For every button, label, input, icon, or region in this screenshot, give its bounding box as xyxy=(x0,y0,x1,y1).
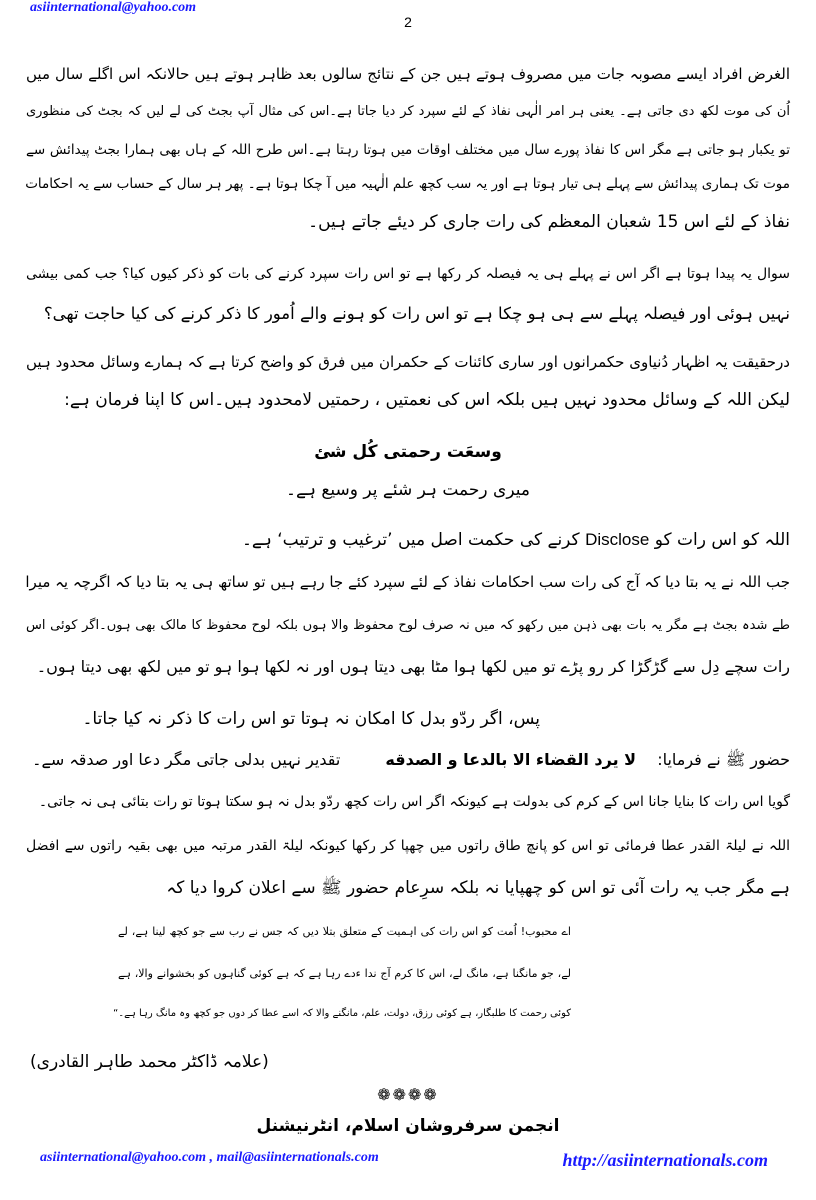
hadith-translation: تقدیر نہیں بدلی جاتی مگر دعا اور صدقہ سے۔ xyxy=(32,750,341,769)
header-email-link[interactable]: asiinternational@yahoo.com xyxy=(30,0,197,15)
paragraph-2-line: سوال یہ پیدا ہوتا ہے اگر اس نے پہلے ہی یہ فیصلہ کر رکھا ہے تو اس رات سپرد کرنے کی بات کو ذکر کیوں کیا؟ جب کمی بیشی xyxy=(26,266,790,282)
quote-line: کوئی رحمت کا طلبگار، ہے کوئی رزق، دولت، علم، مانگنے والا کہ اسے عطا کر دوں جو کچھ وہ مانگ رہا ہے۔“ xyxy=(113,1008,571,1019)
footer-website-link[interactable]: http://asiinternationals.com xyxy=(562,1150,768,1170)
paragraph-1-line: موت تک ہماری پیدائش سے پہلے ہی تیار ہوتا ہے اور یہ سب کچھ علم الٰہیہ میں آ چکا ہوتا ہے۔ پھر ہر سال کے حساب سے یہ احکامات xyxy=(25,176,790,192)
paragraph-3-line: لیکن اللہ کے وسائل محدود نہیں ہیں بلکہ اس کی نعمتیں ، رحمتیں لامحدود ہیں۔اس کا اپنا فرمان ہے: xyxy=(64,390,790,410)
paragraph-1-line: نفاذ کے لئے اس 15 شعبان المعظم کی رات جاری کر دیئے جاتے ہیں۔ xyxy=(308,212,790,232)
page-number: 2 xyxy=(404,14,412,30)
paragraph-5-line: طے شدہ بجٹ ہے مگر یہ بات بھی ذہن میں رکھو کہ میں نہ صرف لوح محفوظ والا ہوں بلکہ لوح محفوظ کا مالک بھی ہوں۔اگر کوئی اس xyxy=(26,618,790,633)
paragraph-4-text: اللہ کو اس رات کو xyxy=(654,530,790,550)
paragraph-3-line: درحقیقت یہ اظہار دُنیاوی حکمرانوں اور ساری کائنات کے حکمران میں فرق کو واضح کرتا ہے کہ ہمارے وسائل محدود ہیں xyxy=(26,353,790,371)
paragraph-2-line: نہیں ہوئی اور فیصلہ پہلے سے ہی ہو چکا ہے تو اس رات کو ہونے والے اُمور کا ذکر کرنے کی کیا حاجت تھی؟ xyxy=(43,304,790,323)
paragraph-4 xyxy=(26,528,790,552)
hadith-intro: حضور ﷺ نے فرمایا: xyxy=(657,750,790,769)
paragraph-5-line: رات سچے دِل سے گڑگڑا کر رو پڑے تو میں لکھا ہوا مٹا بھی دیتا ہوں اور نہ لکھا ہوا ہو تو میں لکھ بھی دیتا ہوں۔ xyxy=(36,657,790,676)
paragraph-4-text: کرنے کی حکمت اصل میں ’ترغیب و ترتیب‘ ہے۔ xyxy=(241,530,580,550)
paragraph-8: گویا اس رات کا بنایا جانا اس کے کرم کی بدولت ہے کیونکہ اگر اس رات کچھ ردّو بدل نہ ہو سکتا ہوتا تو رات بتائی ہی نہ جاتی۔ xyxy=(38,794,790,810)
paragraph-7 xyxy=(26,748,790,772)
attribution: (علامہ ڈاکٹر محمد طاہر القادری) xyxy=(30,1052,269,1072)
paragraph-9-line: اللہ نے لیلۃ القدر عطا فرمائی تو اس کو پانچ طاق راتوں میں چھپا کر رکھا کیونکہ لیلۃ القدر مرتبہ میں بھی بقیہ راتوں سے افضل xyxy=(26,838,790,854)
paragraph-5-line: جب اللہ نے یہ بتا دیا کہ آج کی رات سب احکامات نفاذ کے لئے سپرد کئے جا رہے ہیں تو ساتھ ہی یہ بتا دیا کہ اگرچہ یہ میرا xyxy=(25,573,790,591)
quote-line: لے، جو مانگنا ہے، مانگ لے، اس کا کرم آج ندا ءدے رہا ہے کہ ہے کوئی گناہوں کو بخشوانے والا، ہے xyxy=(118,967,571,980)
verse-translation: میری رحمت ہر شئے پر وسیع ہے۔ xyxy=(286,480,530,500)
paragraph-9-line: ہے مگر جب یہ رات آئی تو اس کو چھپایا نہ بلکہ سرِعام حضور ﷺ سے اعلان کروا دیا کہ xyxy=(166,878,790,898)
paragraph-1-line: تو یکبار ہو جاتی ہے مگر اس کا نفاذ پورے سال میں مختلف اوقات میں ہوتا رہتا ہے۔اس طرح اللہ کے ہاں بھی ہمارا بجٹ پیدائش سے xyxy=(26,142,790,158)
verse-arabic: وسعَت رحمتی کُل شئ xyxy=(314,442,502,462)
paragraph-4-english-word: Disclose xyxy=(585,530,650,549)
paragraph-6: پس، اگر ردّو بدل کا امکان نہ ہوتا تو اس رات کا ذکر نہ کیا جاتا۔ xyxy=(82,709,540,729)
footer-email-links[interactable]: asiinternational@yahoo.com , mail@asiinternationals.com xyxy=(40,1150,379,1165)
organization-name: انجمن سرفروشان اسلام، انٹرنیشنل xyxy=(256,1116,560,1136)
quote-line: اے محبوب! اُمت کو اس رات کی اہمیت کے متعلق بتلا دیں کہ جس نے رب سے جو کچھ لینا ہے، لے xyxy=(118,925,571,938)
hadith-arabic: لا یرد القضاء الا بالدعا و الصدقه xyxy=(385,750,637,769)
paragraph-1-line: اُن کی موت لکھ دی جاتی ہے۔ یعنی ہر امر الٰہی نفاذ کے لئے سپرد کر دیا جاتا ہے۔اس کی مثال آپ بجٹ کی لے لیں کہ بجٹ کی منظوری xyxy=(26,104,790,119)
ornament-divider: ❁❁❁❁ xyxy=(377,1085,439,1104)
paragraph-1-line: الغرض افراد ایسے مصوبہ جات میں مصروف ہوتے ہیں جن کے نتائج سالوں بعد ظاہر ہوتے ہیں حالانکہ اس اگلے سال میں xyxy=(26,65,790,83)
